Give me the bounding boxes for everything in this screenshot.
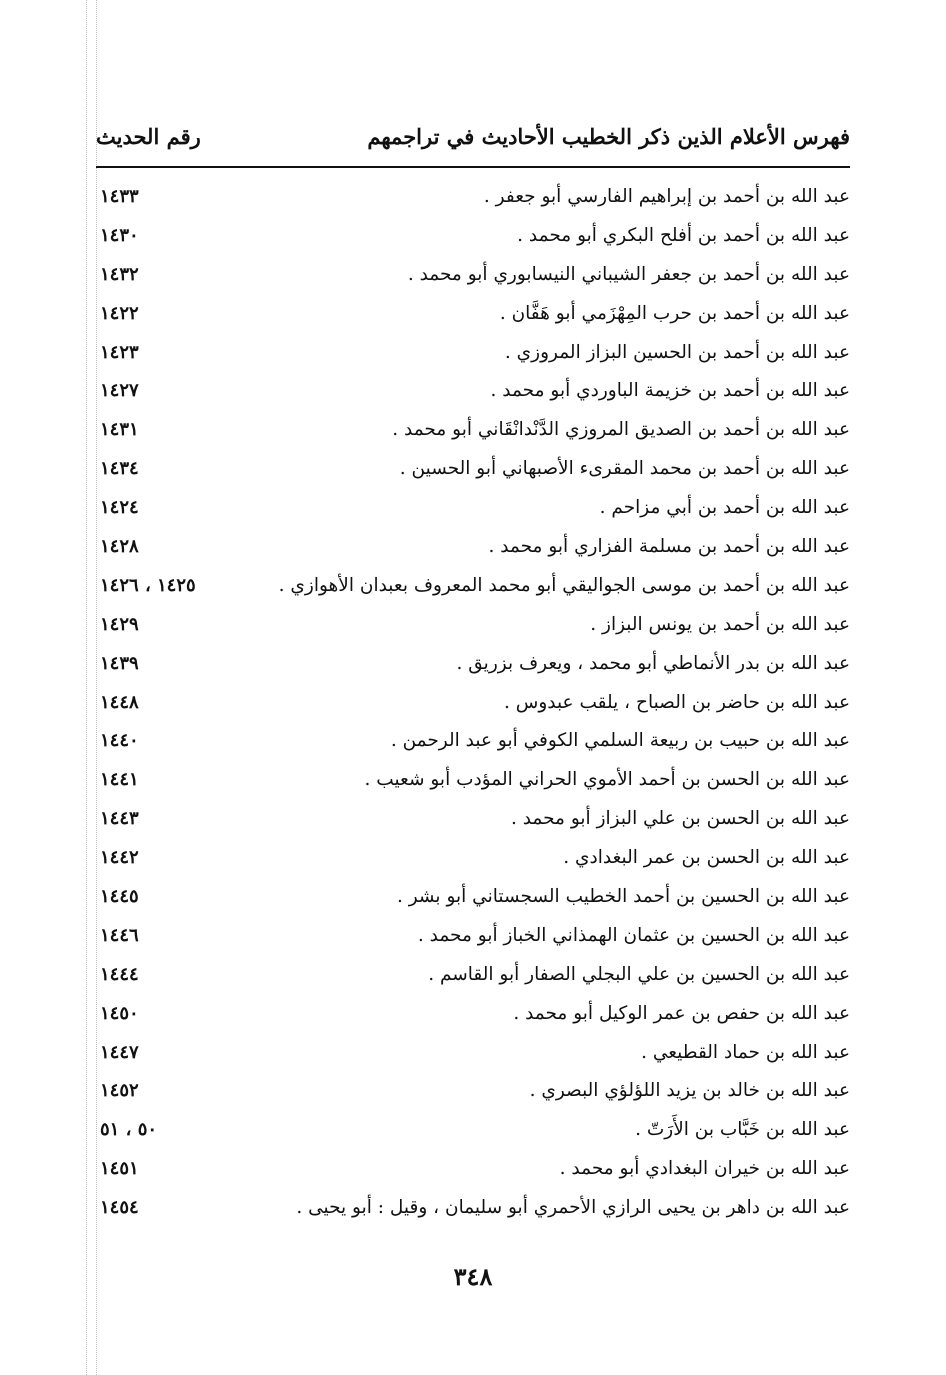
index-entry [96, 530, 850, 569]
index-entry [96, 1036, 850, 1075]
index-entry [96, 336, 850, 375]
entry-name: عبد الله بن حاضر بن الصباح ، يلقب عبدوس . [503, 691, 850, 713]
entry-name: عبد الله بن أحمد بن إبراهيم الفارسي أبو جعفر . [483, 186, 850, 207]
entry-name: عبد الله بن أحمد بن خزيمة الباوردي أبو محمد . [490, 380, 850, 402]
index-entries [96, 180, 850, 1230]
entry-name: عبد الله بن بدر الأنماطي أبو محمد ، ويعرف بزريق . [456, 652, 850, 674]
entry-hadith-number: ٥٠ ، ٥١ [100, 1119, 158, 1141]
index-entry [96, 608, 850, 647]
entry-hadith-number: ١٤٢٨ [100, 536, 139, 558]
entry-hadith-number: ١٤٣٩ [100, 652, 139, 674]
entry-hadith-number: ١٤٤٦ [100, 924, 139, 946]
index-entry [96, 763, 850, 802]
index-entry [96, 569, 850, 608]
index-entry [96, 452, 850, 491]
index-entry [96, 1113, 850, 1152]
entry-hadith-number: ١٤٢٣ [100, 341, 139, 363]
index-entry [96, 647, 850, 686]
page-number: ٣٤٨ [453, 1262, 493, 1291]
entry-name: عبد الله بن خيران البغدادي أبو محمد . [559, 1158, 850, 1180]
entry-hadith-number: ١٤٤٠ [100, 730, 139, 752]
index-entry [96, 1152, 850, 1191]
entry-name: عبد الله بن خَبَّاب بن الأَرَتّ . [635, 1119, 850, 1141]
entry-name: عبد الله بن داهر بن يحيى الرازي الأحمري أبو سليمان ، وقيل : أبو يحيى . [296, 1197, 850, 1219]
index-entry [96, 258, 850, 297]
entry-hadith-number: ١٤٢٥ ، ١٤٢٦ [100, 574, 196, 596]
entry-name: عبد الله بن أحمد بن جعفر الشيباني النيسابوري أبو محمد . [407, 263, 850, 285]
entry-hadith-number: ١٤٢٤ [100, 497, 139, 519]
entry-name: عبد الله بن حماد القطيعي . [641, 1041, 850, 1063]
entry-name: عبد الله بن حبيب بن ربيعة السلمي الكوفي أبو عبد الرحمن . [390, 730, 850, 752]
entry-hadith-number: ١٤٤٧ [100, 1041, 139, 1063]
entry-name: عبد الله بن الحسن بن علي البزاز أبو محمد . [510, 808, 850, 830]
entry-name: عبد الله بن الحسين بن علي البجلي الصفار أبو القاسم . [428, 963, 850, 985]
entry-name: عبد الله بن أحمد بن الصديق المروزي الدَّنْدانْقَاني أبو محمد . [392, 419, 850, 441]
entry-hadith-number: ١٤٤٣ [100, 808, 139, 830]
entry-name: عبد الله بن أحمد بن أبي مزاحم . [599, 497, 850, 519]
index-entry [96, 958, 850, 997]
index-entry [96, 180, 850, 219]
entry-name: عبد الله بن أحمد بن موسى الجواليقي أبو محمد المعروف بعبدان الأهوازي . [278, 574, 850, 596]
entry-hadith-number: ١٤٢٧ [100, 380, 139, 402]
entry-hadith-number: ١٤٣٣ [100, 186, 139, 207]
entry-hadith-number: ١٤٣٢ [100, 263, 139, 285]
entry-hadith-number: ١٤٤٥ [100, 886, 139, 908]
entry-name: عبد الله بن الحسن بن أحمد الأموي الحراني المؤدب أبو شعيب . [364, 769, 850, 791]
index-entry [96, 724, 850, 763]
entry-name: عبد الله بن أحمد بن مسلمة الفزاري أبو محمد . [488, 536, 850, 558]
entry-hadith-number: ١٤٥١ [100, 1158, 139, 1180]
index-entry [96, 491, 850, 530]
entry-hadith-number: ١٤٣٠ [100, 224, 139, 246]
index-entry [96, 297, 850, 336]
entry-name: عبد الله بن أحمد بن الحسين البزاز المروزي . [504, 341, 850, 363]
index-entry [96, 219, 850, 258]
page-header [96, 118, 850, 162]
entry-name: عبد الله بن الحسين بن أحمد الخطيب السجستاني أبو بشر . [396, 886, 850, 908]
entry-name: عبد الله بن أحمد بن محمد المقرىء الأصبهاني أبو الحسين . [399, 458, 850, 480]
entry-hadith-number: ١٤٥٢ [100, 1080, 139, 1102]
entry-hadith-number: ١٤٣٤ [100, 458, 139, 480]
header-rule [96, 166, 850, 168]
index-entry [96, 1191, 850, 1230]
entry-name: عبد الله بن الحسن بن عمر البغدادي . [563, 847, 850, 869]
entry-hadith-number: ١٤٥٠ [100, 1002, 139, 1024]
index-entry [96, 841, 850, 880]
entry-hadith-number: ١٤٤٨ [100, 691, 139, 713]
index-entry [96, 686, 850, 725]
column-label: رقم الحديث [96, 124, 201, 149]
entry-hadith-number: ١٤٥٤ [100, 1197, 139, 1219]
entry-name: عبد الله بن الحسين بن عثمان الهمذاني الخباز أبو محمد . [417, 924, 850, 946]
entry-hadith-number: ١٤٤١ [100, 769, 139, 791]
entry-hadith-number: ١٤٤٤ [100, 963, 139, 985]
entry-hadith-number: ١٤٢٢ [100, 302, 139, 324]
entry-name: عبد الله بن خالد بن يزيد اللؤلؤي البصري . [529, 1080, 850, 1102]
index-entry [96, 413, 850, 452]
index-entry [96, 880, 850, 919]
index-entry [96, 374, 850, 413]
entry-name: عبد الله بن أحمد بن حرب المِهْزَمي أبو هَفَّان . [499, 302, 850, 324]
page-title: فهرس الأعلام الذين ذكر الخطيب الأحاديث في تراجمهم [367, 124, 850, 149]
entry-name: عبد الله بن حفص بن عمر الوكيل أبو محمد . [513, 1002, 850, 1024]
index-entry [96, 997, 850, 1036]
entry-hadith-number: ١٤٣١ [100, 419, 139, 441]
index-entry [96, 919, 850, 958]
scan-margin-line [86, 0, 87, 1375]
entry-name: عبد الله بن أحمد بن يونس البزاز . [590, 613, 850, 635]
entry-name: عبد الله بن أحمد بن أفلح البكري أبو محمد . [517, 224, 850, 246]
entry-hadith-number: ١٤٤٢ [100, 847, 139, 869]
index-entry [96, 802, 850, 841]
index-entry [96, 1074, 850, 1113]
entry-hadith-number: ١٤٢٩ [100, 613, 139, 635]
